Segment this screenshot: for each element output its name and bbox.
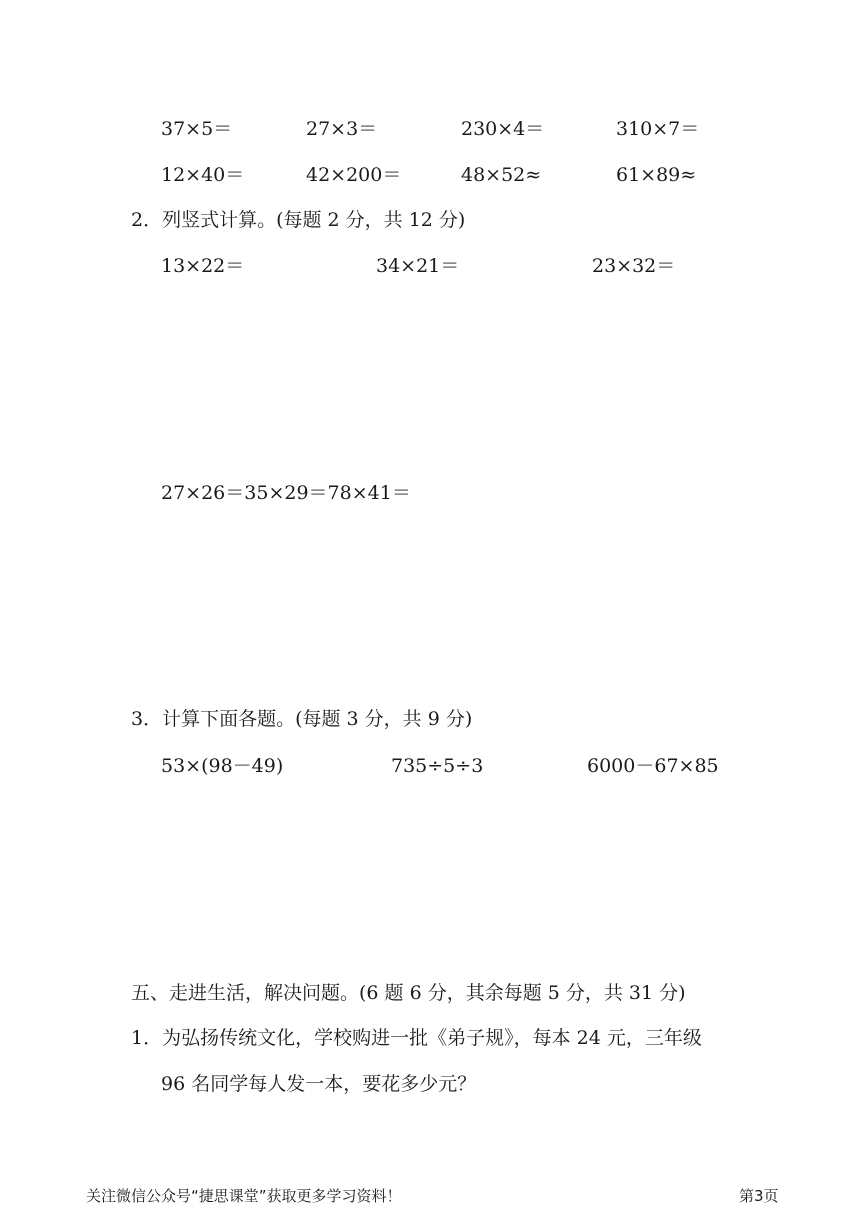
- oral-calc-item: 37×5＝: [161, 118, 233, 140]
- mixed-calc-item: 735÷5÷3: [391, 755, 484, 777]
- question-heading-vertical-calc: 2．列竖式计算。(每题 2 分，共 12 分): [131, 209, 466, 231]
- question-heading-mixed-calc: 3．计算下面各题。(每题 3 分，共 9 分): [131, 708, 473, 730]
- oral-calc-item: 12×40＝: [161, 164, 245, 186]
- vertical-calc-item: 23×32＝: [592, 255, 676, 277]
- section-heading-five: 五、走进生活，解决问题。(6 题 6 分，其余每题 5 分，共 31 分): [131, 982, 686, 1004]
- vertical-calc-item: 34×21＝: [376, 255, 460, 277]
- vertical-calc-item: 13×22＝: [161, 255, 245, 277]
- oral-calc-item: 310×7＝: [616, 118, 700, 140]
- vertical-calc-row: 27×26＝35×29＝78×41＝: [161, 482, 411, 504]
- oral-calc-item: 230×4＝: [461, 118, 545, 140]
- page-number: 第3页: [739, 1187, 779, 1205]
- oral-calc-item: 48×52≈: [461, 164, 542, 186]
- mixed-calc-item: 6000－67×85: [587, 755, 719, 777]
- oral-calc-item: 42×200＝: [306, 164, 402, 186]
- footer-promo-text: 关注微信公众号“捷思课堂”获取更多学习资料！: [86, 1187, 402, 1205]
- oral-calc-item: 61×89≈: [616, 164, 697, 186]
- word-problem-1-line2: 96 名同学每人发一本，要花多少元？: [161, 1073, 477, 1095]
- word-problem-1-line1: 1．为弘扬传统文化，学校购进一批《弟子规》，每本 24 元，三年级: [131, 1027, 702, 1049]
- mixed-calc-item: 53×(98－49): [161, 755, 284, 777]
- oral-calc-item: 27×3＝: [306, 118, 378, 140]
